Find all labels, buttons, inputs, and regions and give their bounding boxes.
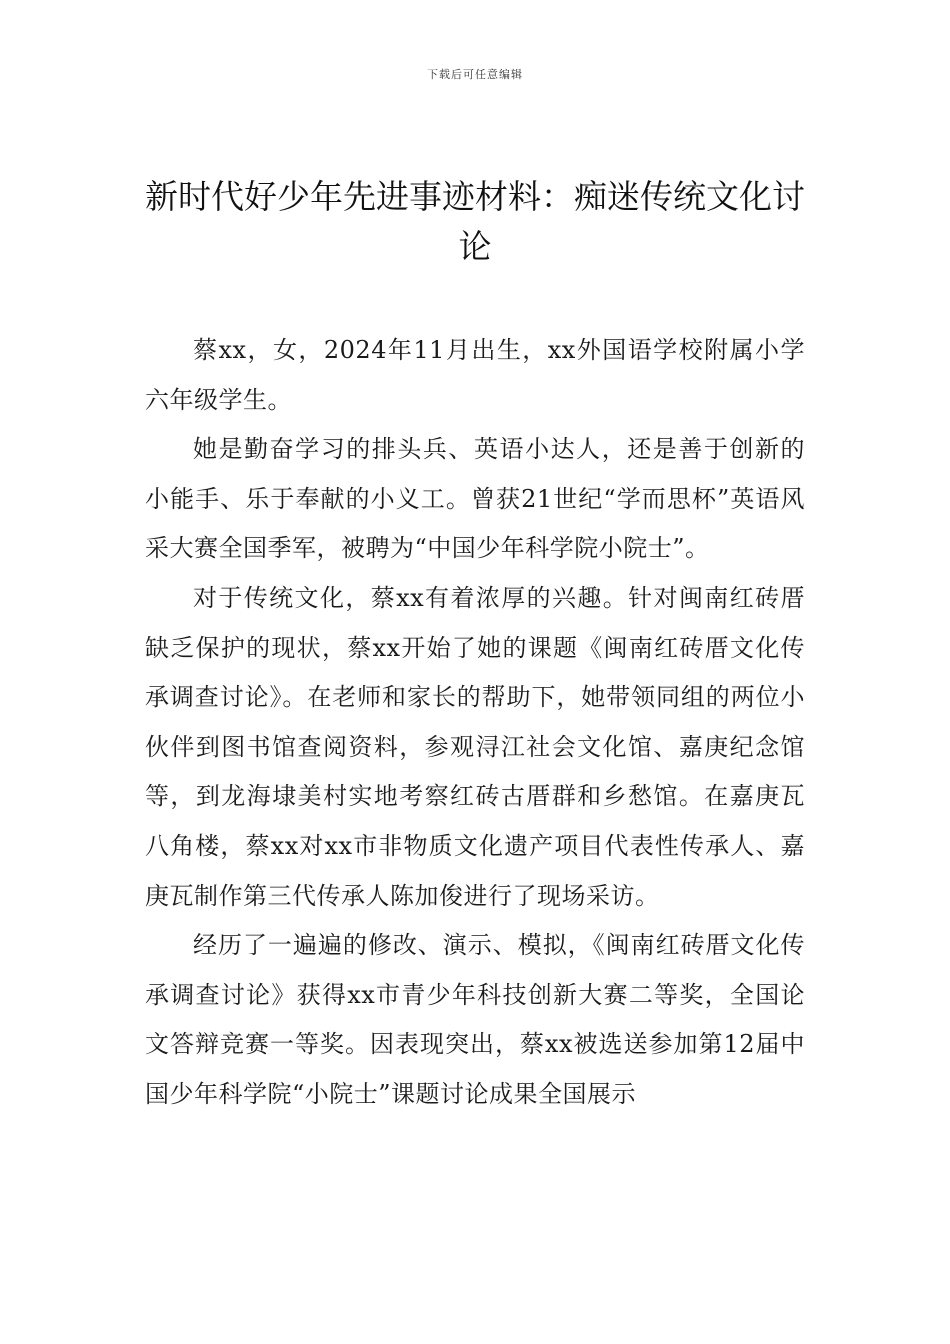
paragraph-3: 对于传统文化，蔡xx有着浓厚的兴趣。针对闽南红砖厝缺乏保护的现状，蔡xx开始了她的课题《闽南红砖厝文化传承调查讨论》。在老师和家长的帮助下，她带领同组的两位小伙伴到图书馆查阅资料，参观浔江社会文化馆、嘉庚纪念馆等，到龙海埭美村实地考察红砖古厝群和乡愁馆。在嘉庚瓦八角楼，蔡xx对xx市非物质文化遗产项目代表性传承人、嘉庚瓦制作第三代传承人陈加俊进行了现场采访。 [145, 583, 805, 910]
page-header-note: 下载后可任意编辑 [427, 68, 523, 81]
document-title: 新时代好少年先进事迹材料：痴迷传统文化讨论 [145, 177, 805, 266]
document-body [145, 326, 805, 1120]
paragraph-4: 经历了一遍遍的修改、演示、模拟，《闽南红砖厝文化传承调查讨论》获得xx市青少年科技创新大赛二等奖，全国论文答辩竞赛一等奖。因表现突出，蔡xx被选送参加第12届中国少年科学院“小院士”课题讨论成果全国展示 [145, 931, 805, 1108]
paragraph-1: 蔡xx，女，2024年11月出生，xx外国语学校附属小学六年级学生。 [145, 336, 805, 414]
paragraph-2: 她是勤奋学习的排头兵、英语小达人，还是善于创新的小能手、乐于奉献的小义工。曾获21世纪“学而思杯”英语风采大赛全国季军，被聘为“中国少年科学院小院士”。 [145, 435, 805, 563]
